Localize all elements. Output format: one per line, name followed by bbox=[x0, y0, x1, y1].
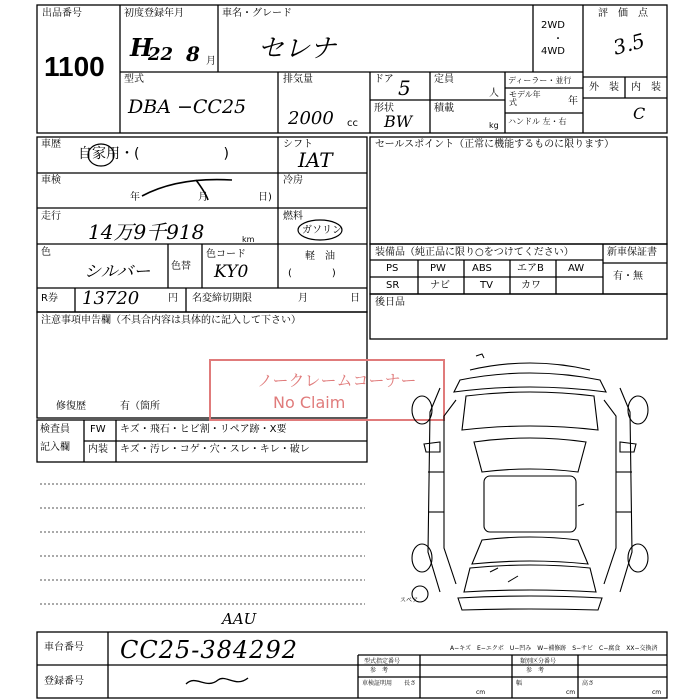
classification-label: 類別区分番号 bbox=[520, 658, 557, 665]
warranty-label: 新車保証書 bbox=[607, 247, 657, 258]
recycle-label: R券 bbox=[41, 293, 58, 304]
inspector-label-1: 検査員 bbox=[40, 424, 70, 435]
inspection-day: 日) bbox=[258, 192, 272, 203]
color-change-label: 色替 bbox=[171, 261, 191, 272]
shift-label: シフト bbox=[283, 139, 313, 150]
inspection-month: 月 bbox=[198, 192, 208, 203]
score-value: 3.5 bbox=[610, 28, 648, 60]
interior-inspect-items: キズ・汚レ・コゲ・穴・スレ・キレ・破レ bbox=[120, 444, 310, 455]
interior-score-label: 内 装 bbox=[631, 82, 661, 93]
load-unit: kg bbox=[489, 121, 499, 130]
first-registration-era: H bbox=[130, 33, 153, 62]
car-name-label: 車名・グレード bbox=[222, 8, 292, 19]
score-label: 評 価 点 bbox=[598, 8, 648, 19]
history-circle-mark bbox=[86, 142, 116, 168]
inspection-strike-mark bbox=[138, 174, 238, 204]
model-value: DBA −CC25 bbox=[128, 96, 247, 118]
length-unit: cm bbox=[476, 689, 486, 696]
equip-navi: ナビ bbox=[430, 280, 450, 291]
mileage-value: 14万9千918 bbox=[88, 220, 205, 244]
displacement-unit: cc bbox=[347, 118, 358, 129]
deadline-label: 名変締切期限 bbox=[192, 293, 252, 304]
repair-history-label: 修復歴 bbox=[56, 401, 86, 412]
fuel-circle-mark bbox=[296, 218, 344, 242]
sales-point-label: セールスポイント（正常に機能するものに限ります） bbox=[375, 139, 615, 150]
fuel-gasoline: ガソリン bbox=[302, 225, 342, 236]
color-label: 色 bbox=[41, 247, 51, 258]
model-year-unit: 年 bbox=[568, 96, 578, 107]
equip-aw: AW bbox=[568, 263, 585, 274]
registration-scribble bbox=[182, 670, 252, 694]
width-label: 幅 bbox=[516, 680, 523, 687]
warranty-value: 有・無 bbox=[613, 271, 643, 282]
dealer-label: ディーラー・並行 bbox=[508, 76, 572, 85]
exterior-label: 外 装 bbox=[589, 82, 619, 93]
equip-ps: PS bbox=[386, 263, 399, 274]
month-unit: 月 bbox=[206, 56, 216, 67]
no-claim-stamp-en: No Claim bbox=[273, 393, 346, 412]
interior-score-value: C bbox=[633, 104, 646, 123]
drive-dot: ・ bbox=[553, 34, 563, 45]
capacity-label: 定員 bbox=[434, 74, 454, 85]
first-registration-month: 8 bbox=[186, 42, 200, 66]
shift-value: IAT bbox=[298, 148, 333, 172]
fuel-diesel: 軽 油 bbox=[305, 251, 335, 262]
repair-history-value: 有（箇所 bbox=[120, 401, 160, 412]
interior-inspect-label: 内装 bbox=[88, 444, 108, 455]
certificate-label: 車検証明用 bbox=[362, 680, 393, 687]
history-label: 車歴 bbox=[41, 139, 61, 150]
width-unit: cm bbox=[566, 689, 576, 696]
height-unit: cm bbox=[652, 689, 662, 696]
displacement-value: 2000 bbox=[288, 108, 334, 129]
reference-1: 参 考 bbox=[370, 667, 389, 674]
history-value: 自家用・( ) bbox=[78, 146, 229, 162]
lot-number-label: 出品番号 bbox=[42, 8, 82, 19]
handle-label: ハンドル 左・右 bbox=[508, 117, 567, 126]
first-registration-year: 22 bbox=[148, 44, 174, 65]
height-label: 高さ bbox=[582, 680, 595, 687]
registration-label: 登録番号 bbox=[44, 676, 84, 687]
notes-label: 注意事項申告欄（不具合内容は具体的に記入して下さい） bbox=[41, 315, 301, 326]
fuel-paren: ( ) bbox=[288, 268, 336, 279]
shape-label: 形状 bbox=[374, 103, 394, 114]
equip-tv: TV bbox=[480, 280, 493, 291]
displacement-label: 排気量 bbox=[283, 74, 313, 85]
mileage-unit: km bbox=[242, 235, 255, 244]
drive-4wd: 4WD bbox=[541, 46, 565, 57]
chassis-value: CC25-384292 bbox=[120, 636, 298, 664]
no-claim-stamp-jp: ノークレームコーナー bbox=[257, 371, 417, 390]
fuel-label: 燃料 bbox=[283, 211, 303, 222]
spare-label: スペア bbox=[400, 597, 419, 604]
deadline-month: 月 bbox=[298, 293, 308, 304]
mileage-label: 走行 bbox=[41, 211, 61, 222]
lot-number: 1100 bbox=[44, 51, 105, 82]
model-year-label: モデル年式 bbox=[509, 90, 541, 107]
after-day-label: 後日品 bbox=[375, 297, 405, 308]
load-label: 積載 bbox=[434, 103, 454, 114]
equip-pw: PW bbox=[430, 263, 446, 274]
deadline-day: 日 bbox=[350, 293, 360, 304]
first-registration-label: 初度登録年月 bbox=[124, 8, 184, 19]
color-value: シルバー bbox=[84, 262, 151, 282]
chassis-label: 車台番号 bbox=[44, 642, 84, 653]
color-code-label: 色コード bbox=[206, 249, 246, 260]
recycle-value: 13720 bbox=[82, 288, 140, 309]
capacity-unit: 人 bbox=[489, 88, 499, 99]
inspection-label: 車検 bbox=[41, 175, 61, 186]
doors-value: 5 bbox=[398, 76, 411, 100]
fw-items: キズ・飛石・ヒビ割・リペア跡・X要 bbox=[120, 424, 287, 435]
reference-2: 参 考 bbox=[526, 667, 545, 674]
inspector-label-2: 記入欄 bbox=[40, 442, 70, 453]
shape-value: BW bbox=[384, 112, 413, 131]
equipment-label: 装備品（純正品に限り○をつけてください） bbox=[375, 247, 574, 258]
equip-sr: SR bbox=[386, 280, 400, 291]
drive-2wd: 2WD bbox=[541, 20, 565, 31]
fw-label: FW bbox=[90, 424, 106, 435]
damage-legend: A−キズ E−エクボ U−凹み W−補修跡 S−サビ C−腐食 XX−交換済 bbox=[450, 645, 658, 652]
recycle-unit: 円 bbox=[168, 293, 178, 304]
model-designation-label: 型式指定番号 bbox=[364, 658, 401, 665]
model-label: 型式 bbox=[124, 74, 144, 85]
car-name-value: セレナ bbox=[258, 34, 337, 64]
diagram-note: AAU bbox=[222, 610, 257, 628]
color-code-value: KY0 bbox=[214, 262, 249, 282]
equip-abs: ABS bbox=[472, 263, 492, 274]
length-label: 長さ bbox=[404, 680, 417, 687]
inspection-year: 年 bbox=[130, 192, 140, 203]
doors-label: ドア bbox=[374, 74, 394, 85]
equip-leather: カワ bbox=[521, 280, 541, 291]
ac-label: 冷房 bbox=[283, 175, 303, 186]
car-damage-diagram bbox=[400, 352, 660, 627]
equip-airbag: エアB bbox=[517, 263, 544, 274]
